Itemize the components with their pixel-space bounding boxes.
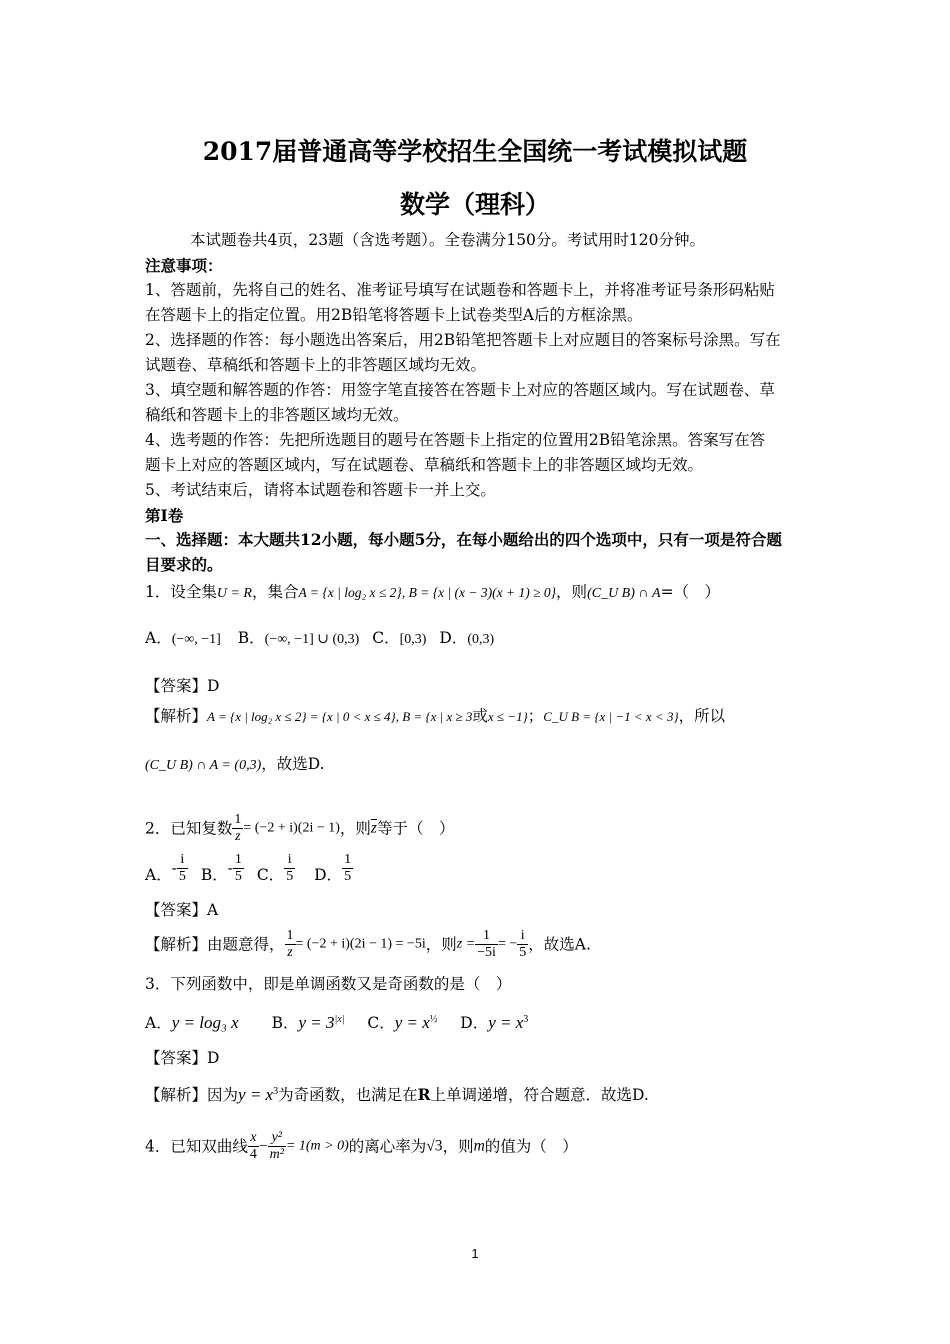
- section-heading-cont: 目要求的。: [145, 555, 223, 574]
- notice-line: 稿纸和答题卡上的非答题区域均无效。: [145, 406, 409, 424]
- question-2-analysis: 【解析】由题意得， $\frac{1}{z}$ = (−2 + i)(2i − 1) = −5i，则z = $\frac{1}{-5i}$ = − $\frac{i}{5}$ ，故选A.: [145, 928, 591, 960]
- exam-intro: 本试题卷共4页，23题（含选考题）。全卷满分150分。考试用时120分钟。: [190, 231, 706, 249]
- section-heading: 一、选择题：本大题共12小题，每小题5分，在每小题给出的四个选项中，只有一项是符合题: [145, 530, 782, 549]
- question-3-stem: 3．下列函数中，即是单调函数又是奇函数的是（ ）: [145, 975, 512, 993]
- exam-subtitle: 数学（理科）: [399, 190, 550, 219]
- notice-line: 题卡上对应的答题区域内，写在试题卷、草稿纸和答题卡上的非答题区域均无效。: [145, 456, 704, 474]
- question-3-answer: 【答案】D: [145, 1049, 220, 1067]
- notice-line: 4、选考题的作答：先把所选题目的题号在答题卡上指定的位置用2B铅笔涂黑。答案写在答: [145, 431, 766, 449]
- question-1-answer: 【答案】D: [145, 677, 220, 695]
- question-2-options: A．- $\frac{i}{5}$ B．- $\frac{1}{5}$ C． $\frac{i}{5}$ D． $\frac{1}{5}$: [145, 852, 352, 884]
- question-1-stem: 1．设全集U = R，集合A = {x | log₂ x ≤ 2}, B = {x | (x − 3)(x + 1) ≥ 0}，则(C_U B) ∩ A=（ ）: [145, 583, 721, 601]
- question-3-options: A．y = log₃ x B．$y = 3^{|x|}$ C．$y = x^{\frac{1}{2}}$ D．$y = x^3$: [145, 1013, 529, 1033]
- notice-line: 1、答题前，先将自己的姓名、准考证号填写在试题卷和答题卡上，并将准考证号条形码粘贴: [145, 281, 775, 299]
- part-label: 第Ⅰ卷: [145, 506, 184, 525]
- exam-title: 2017届普通高等学校招生全国统一考试模拟试题: [202, 137, 748, 166]
- notice-line: 5、考试结束后，请将本试题卷和答题卡一并上交。: [145, 481, 496, 499]
- question-1-options: A．(−∞, −1] B．(−∞, −1] ∪ (0,3) C．[0,3) D．(0,3): [145, 629, 495, 647]
- question-3-analysis: 【解析】因为$y = x^3$为奇函数，也满足在R上单调递增，符合题意．故选D.: [145, 1085, 649, 1105]
- notice-line: 在答题卡上的指定位置。用2B铅笔将答题卡上试卷类型A后的方框涂黑。: [145, 306, 643, 324]
- question-2-stem: 2．已知复数 $\frac{1}{z}$ = (−2 + i)(2i − 1)，则$\overline{z}$等于（ ）: [145, 812, 455, 844]
- question-1-analysis-cont: (C_U B) ∩ A = (0,3)，故选D.: [145, 755, 325, 773]
- fraction: $\frac{1}{z}$: [234, 812, 242, 844]
- question-1-analysis: 【解析】A = {x | log₂ x ≤ 2} = {x | 0 < x ≤ 4}, B = {x | x ≥ 3或x ≤ −1}；C_U B = {x | −1 < x < 3}，所以: [145, 707, 726, 725]
- notice-heading: 注意事项：: [145, 256, 223, 275]
- question-2-answer: 【答案】A: [145, 901, 219, 919]
- notice-line: 3、填空题和解答题的作答：用签字笔直接答在答题卡上对应的答题区域内。写在试题卷、草: [145, 381, 775, 399]
- notice-line: 2、选择题的作答：每小题选出答案后，用2B铅笔把答题卡上对应题目的答案标号涂黑。写在: [145, 331, 781, 349]
- notice-line: 试题卷、草稿纸和答题卡上的非答题区域均无效。: [145, 356, 487, 374]
- question-4-stem: 4．已知双曲线 $\frac{x}{4}$ − $\frac{\text{y²}}{\text{m²}}$ = 1(m > 0)的离心率为√3，则m的值为（ ）: [145, 1130, 578, 1162]
- page-number: 1: [471, 1246, 479, 1261]
